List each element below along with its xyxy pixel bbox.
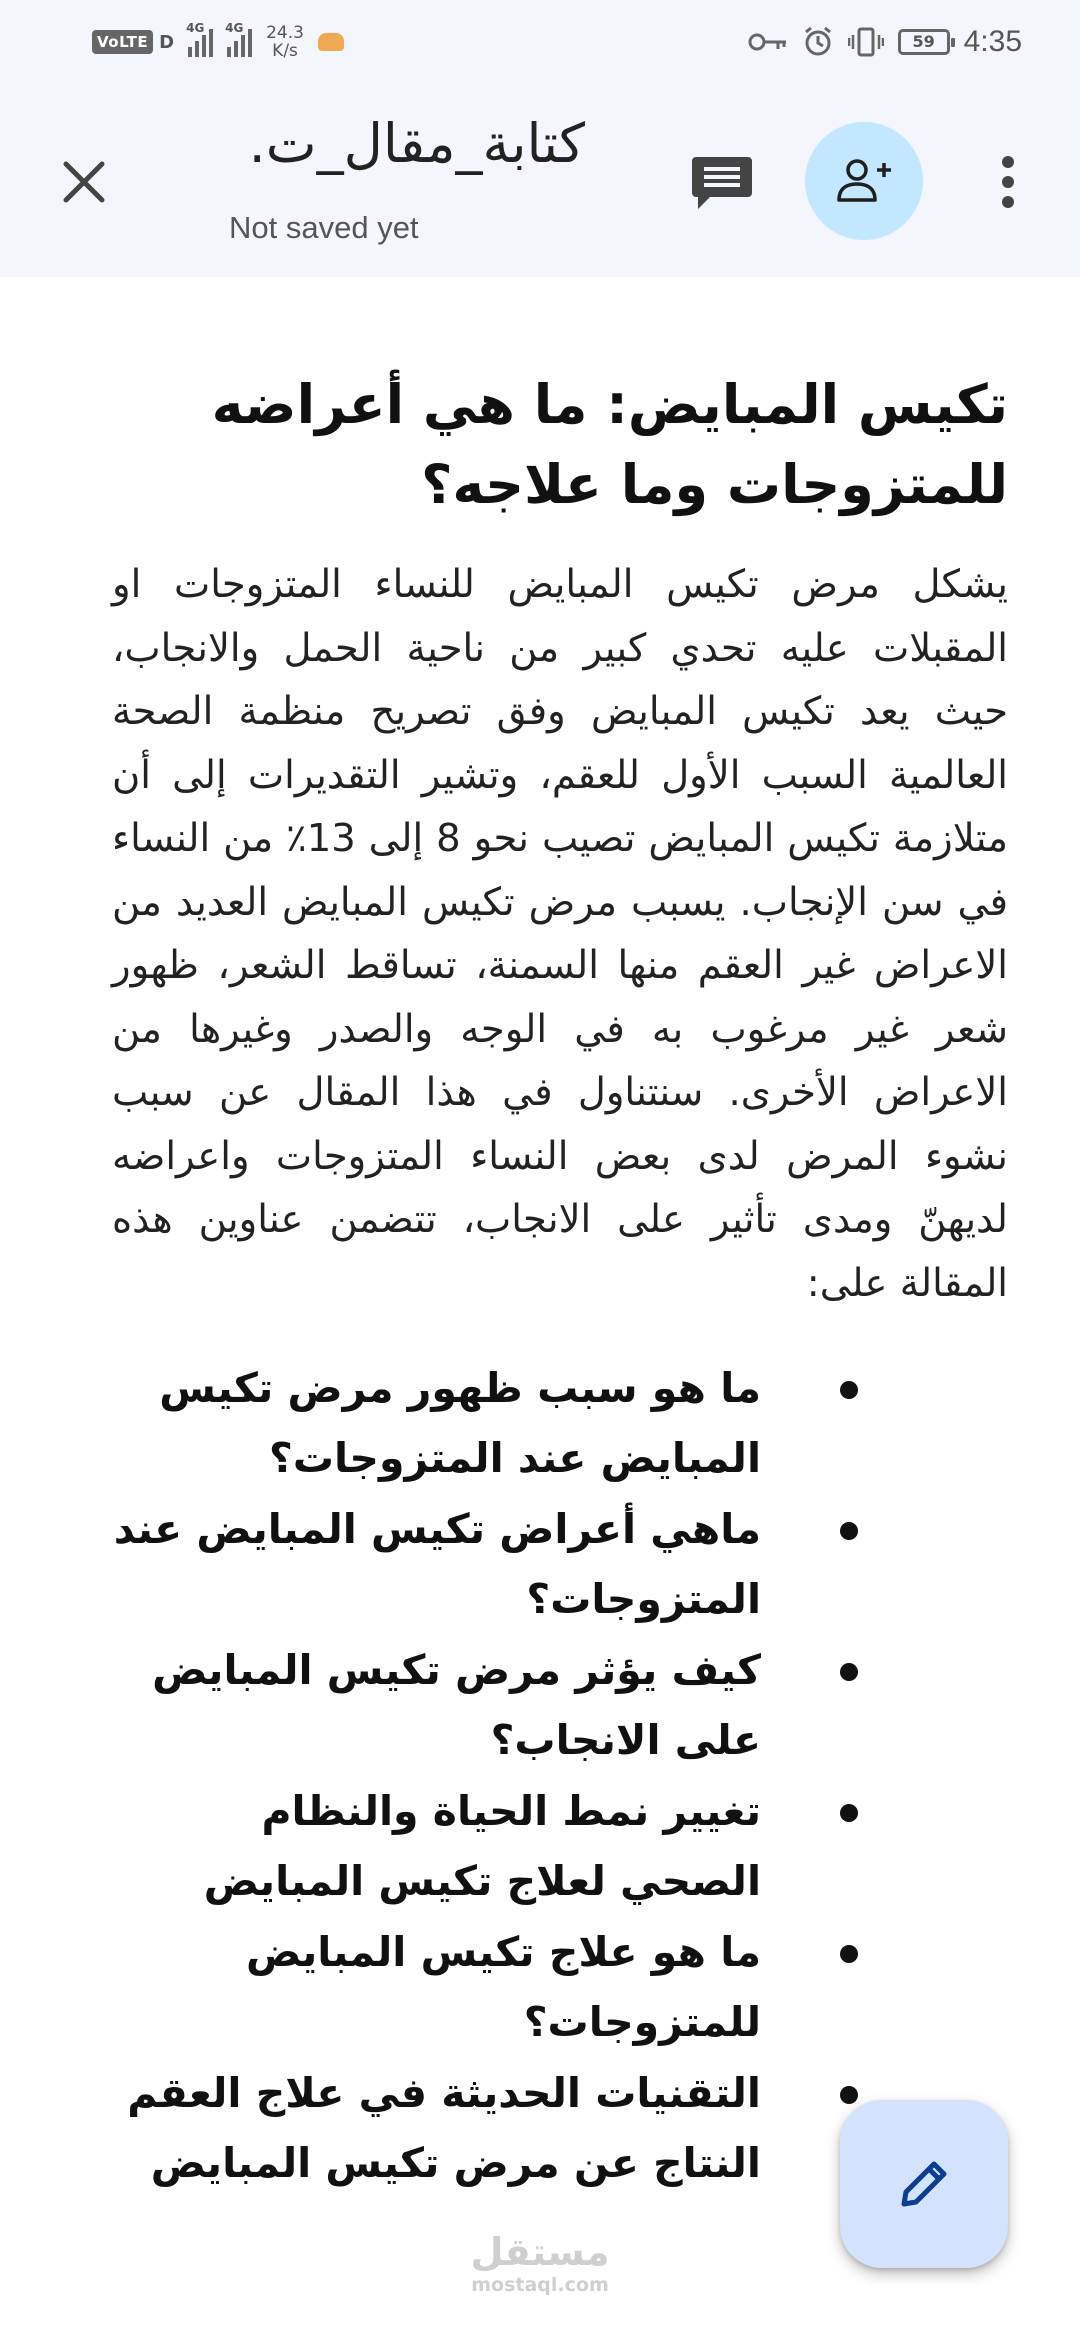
list-item-text: كيف يؤثر مرض تكيس المبايض على الانجاب؟: [152, 1646, 761, 1764]
document-paragraph[interactable]: يشكل مرض تكيس المبايض للنساء المتزوجات او المقبلات عليه تحدي كبير من ناحية الحمل والانجاب، حيث يعد تكيس المبايض وفق تصريح منظمة الصحة العالمية السبب الأول للعقم، وتشير التقديرات إلى أن متلازمة تكيس المبايض تصيب نحو 8 إلى 13٪ من النساء في سن الإنجاب. يسبب مرض تكيس المبايض العديد من الاعراض غير العقم منها السمنة، تساقط الشعر، ظهور شعر غير مرغوب به في الوجه والصدر وغيرها من الاعراض الأخرى. سنتناول في هذا المقال عن سبب نشوء المرض لدى بعض النساء المتزوجات واعراضه لديهنّ ومدى تأثير على الانجاب، تتضمن عناوين هذه المقالة على:: [112, 562, 1008, 1306]
edit-fab-button[interactable]: [840, 2100, 1008, 2268]
notification-app-icon: [318, 33, 344, 51]
share-button[interactable]: [805, 122, 923, 240]
clock-time: 4:35: [963, 25, 1022, 58]
comment-icon: [690, 153, 754, 213]
watermark-latin: mostaql.com: [471, 2274, 609, 2296]
alarm-icon: [802, 26, 834, 58]
list-item-text: ما هو علاج تكيس المبايض للمتزوجات؟: [245, 1928, 761, 2046]
list-item-text: ما هو سبب ظهور مرض تكيس المبايض عند المتزوجات؟: [159, 1364, 761, 1482]
battery-icon: 59: [898, 29, 950, 55]
pencil-edit-icon: [894, 2154, 954, 2214]
volte-badge: VoLTE: [92, 30, 153, 54]
bullet-list: [112, 1353, 1008, 2198]
bullet-dot: [840, 1663, 858, 1681]
network-sub-label: D: [159, 31, 175, 53]
status-bar: [0, 0, 1080, 84]
more-options-button[interactable]: [988, 148, 1028, 216]
close-button[interactable]: [52, 150, 116, 214]
signal-type-label-2: 4G: [225, 21, 244, 35]
list-item[interactable]: [112, 1353, 1008, 1493]
signal-strength-icon: [186, 21, 213, 57]
bullet-dot: [840, 2086, 858, 2104]
document-body[interactable]: [112, 365, 1008, 2199]
list-item-text: تغيير نمط الحياة والنظام الصحي لعلاج تكيس المبايض: [203, 1787, 761, 1905]
bullet-dot: [840, 1804, 858, 1822]
network-speed: [266, 24, 304, 60]
list-item[interactable]: [112, 1635, 1008, 1775]
document-heading[interactable]: تكيس المبايض: ما هي أعراضه للمتزوجات وما علاجه؟: [211, 373, 1008, 516]
bullet-dot: [840, 1945, 858, 1963]
save-status: Not saved yet: [229, 210, 419, 245]
signal-type-label: 4G: [186, 21, 205, 35]
more-vert-icon: [1000, 156, 1016, 208]
network-speed-value: 24.3: [266, 23, 304, 43]
signal-strength-icon-2: [225, 21, 252, 57]
document-title[interactable]: كتابة_مقال_ت.: [248, 112, 585, 175]
list-item[interactable]: [112, 1494, 1008, 1634]
mostaql-watermark: [470, 2230, 610, 2296]
list-item[interactable]: [112, 1776, 1008, 1916]
status-right-group: [748, 22, 1022, 62]
status-left-group: [92, 22, 344, 62]
add-person-icon: [835, 156, 893, 206]
list-item[interactable]: [112, 1917, 1008, 2057]
bullet-dot: [840, 1381, 858, 1399]
watermark-arabic: مستقل: [470, 2230, 610, 2274]
key-icon: [748, 30, 788, 54]
close-icon: [60, 158, 108, 206]
vibrate-icon: [848, 26, 884, 58]
bullet-dot: [840, 1522, 858, 1540]
list-item-text: التقنيات الحديثة في علاج العقم النتاج عن مرض تكيس المبايض: [127, 2069, 761, 2187]
network-speed-unit: K/s: [272, 41, 298, 61]
list-item-text: ماهي أعراض تكيس المبايض عند المتزوجات؟: [113, 1505, 761, 1623]
comments-button[interactable]: [682, 150, 762, 216]
